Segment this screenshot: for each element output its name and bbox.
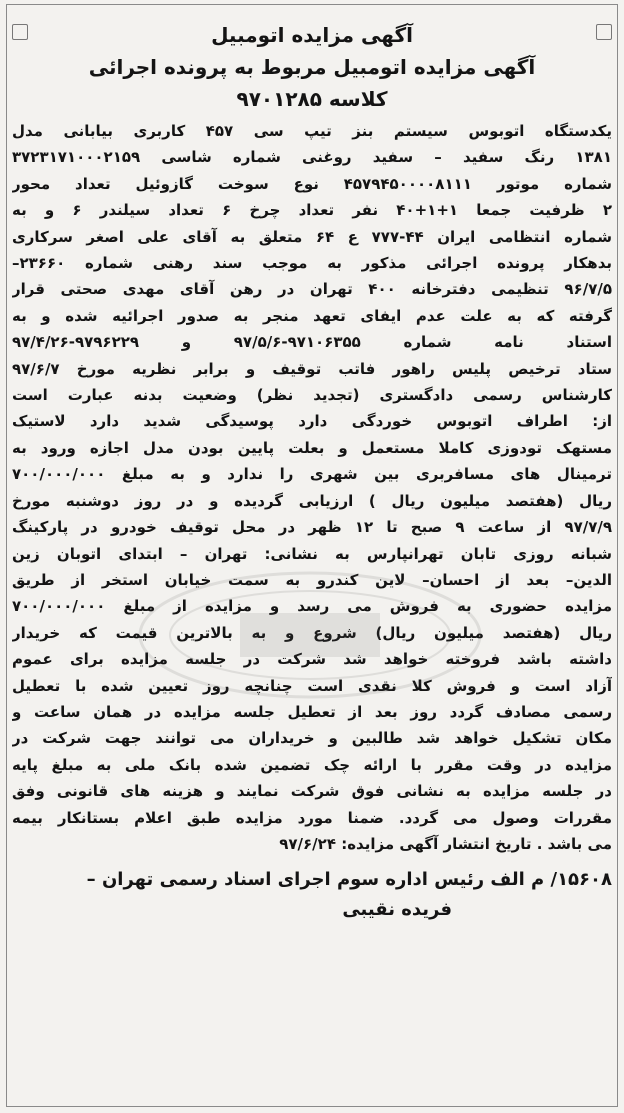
- body-line: ستاد ترخیص پلیس راهور فاتب توقیف و برابر نظریه مورخ ۹۷/۶/۷: [12, 359, 612, 378]
- body-line: بدهکار پرونده اجرائی مذکور به موجب سند رهنی شماره ۲۳۶۶۰–: [12, 254, 612, 273]
- body-line: مزایده حضوری به فروش می رسد و مزایده از مبلغ ۷۰۰/۰۰۰/۰۰۰: [12, 597, 612, 616]
- body-line: ریال (هفتصد میلیون ریال ) ارزیابی گردیده و در روز دوشنبه مورخ: [12, 491, 612, 510]
- body-line: مقررات وصول می گردد. ضمنا مورد مزایده طبق اعلام بستانکار بیمه: [12, 808, 612, 827]
- body-line: ۹۷/۷/۹ از ساعت ۹ صبح تا ۱۲ ظهر در محل توقیف خودرو در پارکینگ: [12, 518, 612, 537]
- signatory-name: فریده نقیبی: [342, 899, 452, 921]
- signature-line: ۱۵۶۰۸/ م الف رئیس اداره سوم اجرای اسناد رسمی تهران –: [86, 869, 612, 891]
- body-line: گرفته که به علت عدم ایفای تعهد منجر به صدور اجرائیه شده و به: [12, 306, 612, 325]
- body-line: الدین– بعد از احسان– لاین کندرو به سمت خیابان استخر از طریق: [12, 570, 612, 589]
- corner-mark-right: [596, 24, 612, 40]
- body-line: ۲ ظرفیت جمعا ۱+۱+۴۰ نفر تعداد چرخ ۶ تعداد سیلندر ۶ و به: [12, 201, 612, 220]
- body-line: شماره انتظامی ایران ۴۴-۷۷۷ ع ۶۴ متعلق به آقای علی اصغر سرکاری: [12, 227, 612, 246]
- body-line: مزایده در وقت مقرر با ارائه چک تضمین شده بانک ملی به مبلغ پایه: [12, 755, 612, 774]
- notice-subheading: آگهی مزایده اتومبیل مربوط به پرونده اجرائی: [88, 55, 536, 79]
- body-line: شماره موتور ۴۵۷۹۴۵۰۰۰۰۸۱۱۱ نوع سوخت گازوئیل تعداد محور: [12, 174, 612, 193]
- notice-heading: آگهی مزایده اتومبیل: [211, 23, 413, 47]
- corner-mark-left: [12, 24, 28, 40]
- body-line: یکدستگاه اتوبوس سیستم بنز تیپ سی ۴۵۷ کاربری بیابانی مدل: [12, 122, 612, 140]
- body-line: داشته باشد فروخته خواهد شد شرکت در جلسه مزایده برای عموم: [12, 650, 612, 669]
- body-line: ۹۶/۷/۵ تنظیمی دفترخانه ۴۰۰ تهران در رهن آقای مهدی صحتی قرار: [12, 280, 612, 299]
- body-line: ترمینال های مسافربری بین شهری را ندارد و به مبلغ ۷۰۰/۰۰۰/۰۰۰: [12, 465, 612, 484]
- body-line: مکان تشکیل خواهد شد طالبین و خریداران می توانند جهت شرکت در: [12, 729, 612, 748]
- body-line: در جلسه مزایده به نشانی فوق شرکت نمایند و هزینه های قانونی وفق: [12, 782, 612, 801]
- body-line: از: اطراف اتوبوس خوردگی دارد پوسیدگی شدید دارد لاستیک: [12, 412, 612, 431]
- body-line: کارشناس رسمی دادگستری (تجدید نظر) وضعیت بدنه عبارت است: [12, 386, 612, 405]
- body-line: آزاد است و فروش کلا نقدی است چنانچه روز تعیین شده با تعطیل: [12, 676, 612, 695]
- body-line: استناد نامه شماره ۹۷۱۰۶۳۵۵-۹۷/۵/۶ و ۹۷۹۶۲۲۹-۹۷/۴/۲۶: [12, 333, 612, 352]
- body-line: رسمی مصادف گردد روز بعد از تعطیل جلسه مزایده در همان ساعت و: [12, 702, 612, 721]
- body-line: شبانه روزی تابان تهرانپارس به نشانی: تهران – ابتدای اتوبان زین: [12, 544, 612, 563]
- body-line: ریال (هفتصد میلیون ریال) شروع و به بالاترین قیمت که خریدار: [12, 623, 612, 642]
- body-line: مستهک تودوزی کاملا مستعمل و بعلت پایین بودن مدل اجازه ورود به: [12, 438, 612, 457]
- body-line: می باشد . تاریخ انتشار آگهی مزایده: ۹۷/۶/۲۴: [279, 834, 612, 853]
- notice-frame: [6, 4, 618, 1107]
- case-number: کلاسه ۹۷۰۱۲۸۵: [236, 87, 388, 111]
- body-line: ۱۳۸۱ رنگ سفید – سفید روغنی شماره شاسی ۳۷۲۳۱۷۱۰۰۰۲۱۵۹: [12, 148, 612, 167]
